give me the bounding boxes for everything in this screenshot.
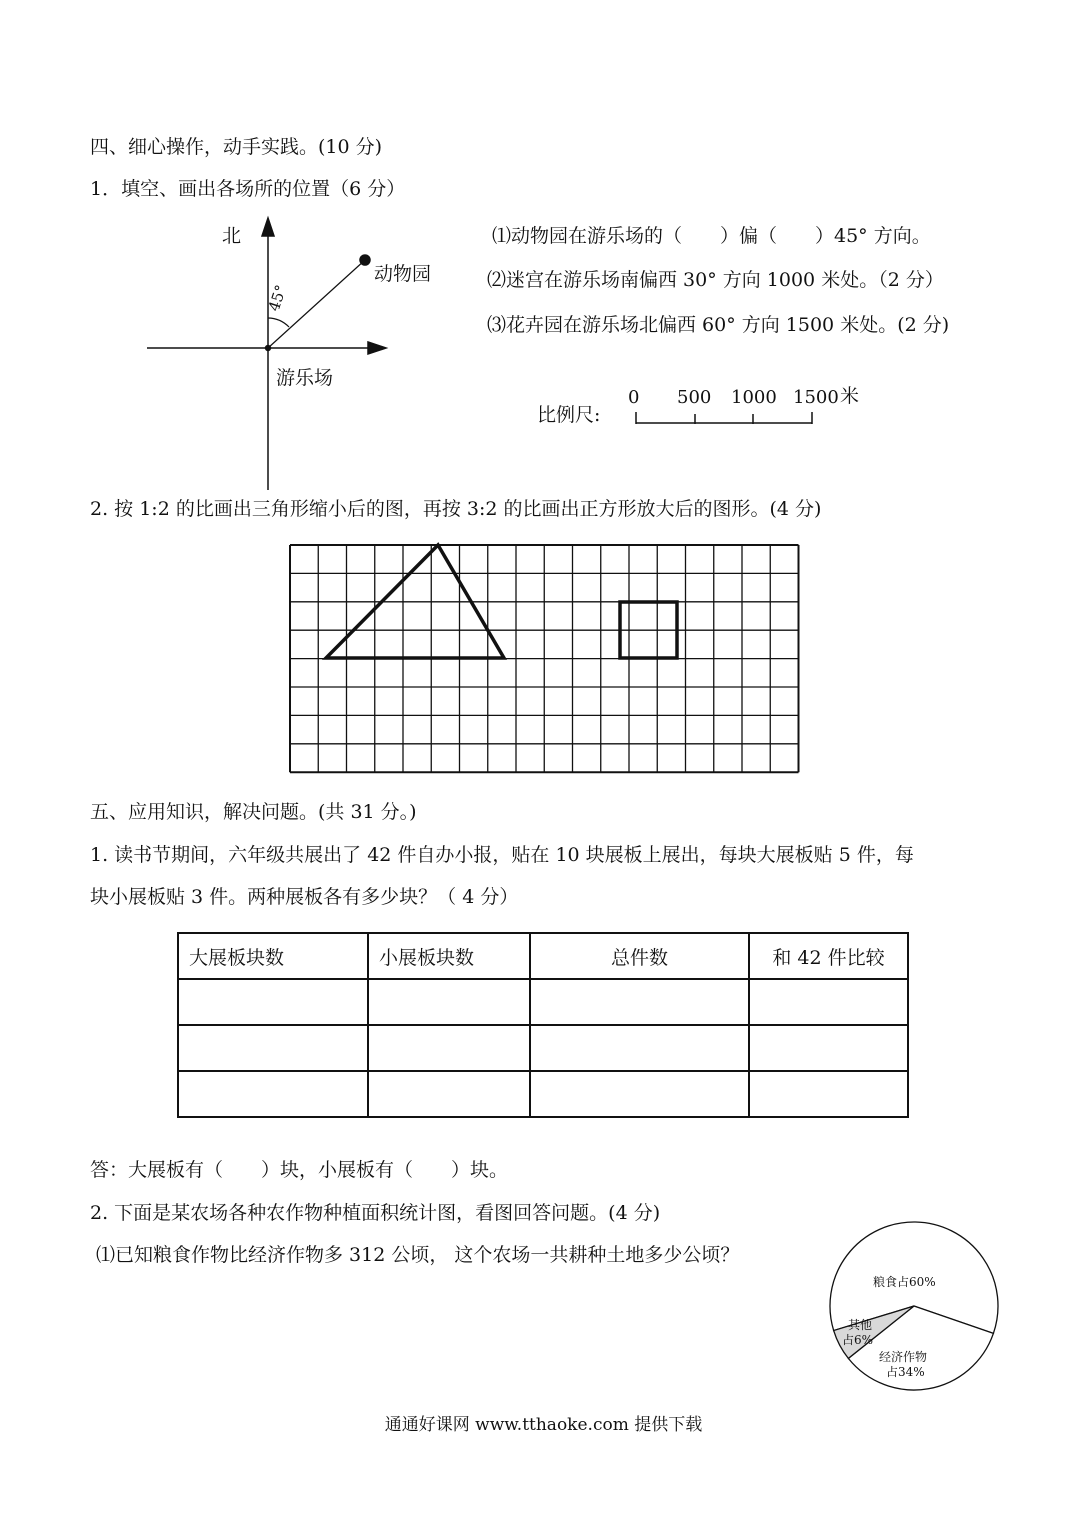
q2-title: 2. 按 1:2 的比画出三角形缩小后的图，再按 3:2 的比画出正方形放大后的图形。(4 分)	[90, 498, 822, 520]
pie-label-econ-2: 占34%	[886, 1365, 925, 1379]
pie-label-econ-1: 经济作物	[879, 1350, 928, 1364]
table-row	[178, 1025, 908, 1071]
table-header: 大展板块数	[178, 933, 368, 979]
scale-tick-1500: 1500	[793, 387, 839, 408]
q1-item-2: ⑵迷宫在游乐场南偏西 30° 方向 1000 米处。（2 分）	[487, 269, 944, 291]
table-cell[interactable]	[530, 1071, 749, 1117]
scale-tick-500: 500	[677, 387, 712, 408]
s5-q1-line2: 块小展板贴 3 件。两种展板各有多少块？（ 4 分）	[90, 886, 519, 908]
scale-tick-0: 0	[628, 387, 640, 408]
table-cell[interactable]	[749, 1025, 908, 1071]
scale-label: 比例尺:	[537, 404, 601, 426]
north-label: 北	[222, 225, 242, 247]
table-header-row	[178, 933, 908, 979]
table-cell[interactable]	[368, 1071, 530, 1117]
pie-label-other-1: 其他	[848, 1318, 873, 1332]
table-cell[interactable]	[178, 1025, 368, 1071]
table-cell[interactable]	[749, 979, 908, 1025]
footer-text: 通通好课网 www.tthaoke.com 提供下载	[384, 1415, 703, 1435]
q1-title: 1．填空、画出各场所的位置（6 分）	[90, 178, 406, 200]
angle-arc	[268, 318, 289, 327]
table-row	[178, 1071, 908, 1117]
section5-heading: 五、应用知识，解决问题。(共 31 分。)	[90, 801, 417, 823]
east-arrow	[368, 342, 386, 354]
table-header: 小展板块数	[368, 933, 530, 979]
table-header: 总件数	[530, 933, 749, 979]
table-row	[178, 979, 908, 1025]
angle-label: 45°	[264, 282, 291, 314]
s5-q2-title: 2. 下面是某农场各种农作物种植面积统计图，看图回答问题。(4 分)	[90, 1202, 661, 1224]
zoo-label: 动物园	[374, 263, 432, 285]
table-cell[interactable]	[368, 979, 530, 1025]
table-cell[interactable]	[368, 1025, 530, 1071]
s5-q1-line1: 1. 读书节期间，六年级共展出了 42 件自办小报，贴在 10 块展板上展出，每块大展板贴 5 件，每	[90, 844, 914, 866]
answer-table	[177, 932, 909, 1118]
table-cell[interactable]	[530, 979, 749, 1025]
north-arrow	[262, 218, 274, 236]
s5-q1-answer: 答：大展板有（ ）块，小展板有（ ）块。	[90, 1159, 509, 1181]
origin-point	[266, 346, 271, 351]
scale-unit: 米	[840, 385, 860, 407]
park-label: 游乐场	[276, 367, 334, 389]
table-cell[interactable]	[178, 1071, 368, 1117]
scale-tick-1000: 1000	[731, 387, 777, 408]
zoo-point	[360, 255, 370, 265]
table-cell[interactable]	[749, 1071, 908, 1117]
pie-label-grain: 粮食占60%	[873, 1275, 936, 1289]
q1-item-1: ⑴动物园在游乐场的（ ）偏（ ）45° 方向。	[492, 225, 931, 247]
s5-q2-sub1: ⑴已知粮食作物比经济作物多 312 公顷， 这个农场一共耕种土地多少公顷？	[96, 1244, 740, 1266]
table-header: 和 42 件比较	[749, 933, 908, 979]
scale-bar	[636, 412, 812, 424]
pie-label-other-2: 占6%	[842, 1333, 874, 1347]
section4-heading: 四、细心操作，动手实践。(10 分)	[90, 136, 383, 158]
table-cell[interactable]	[178, 979, 368, 1025]
q1-item-3: ⑶花卉园在游乐场北偏西 60° 方向 1500 米处。(2 分)	[487, 314, 950, 336]
table-cell[interactable]	[530, 1025, 749, 1071]
